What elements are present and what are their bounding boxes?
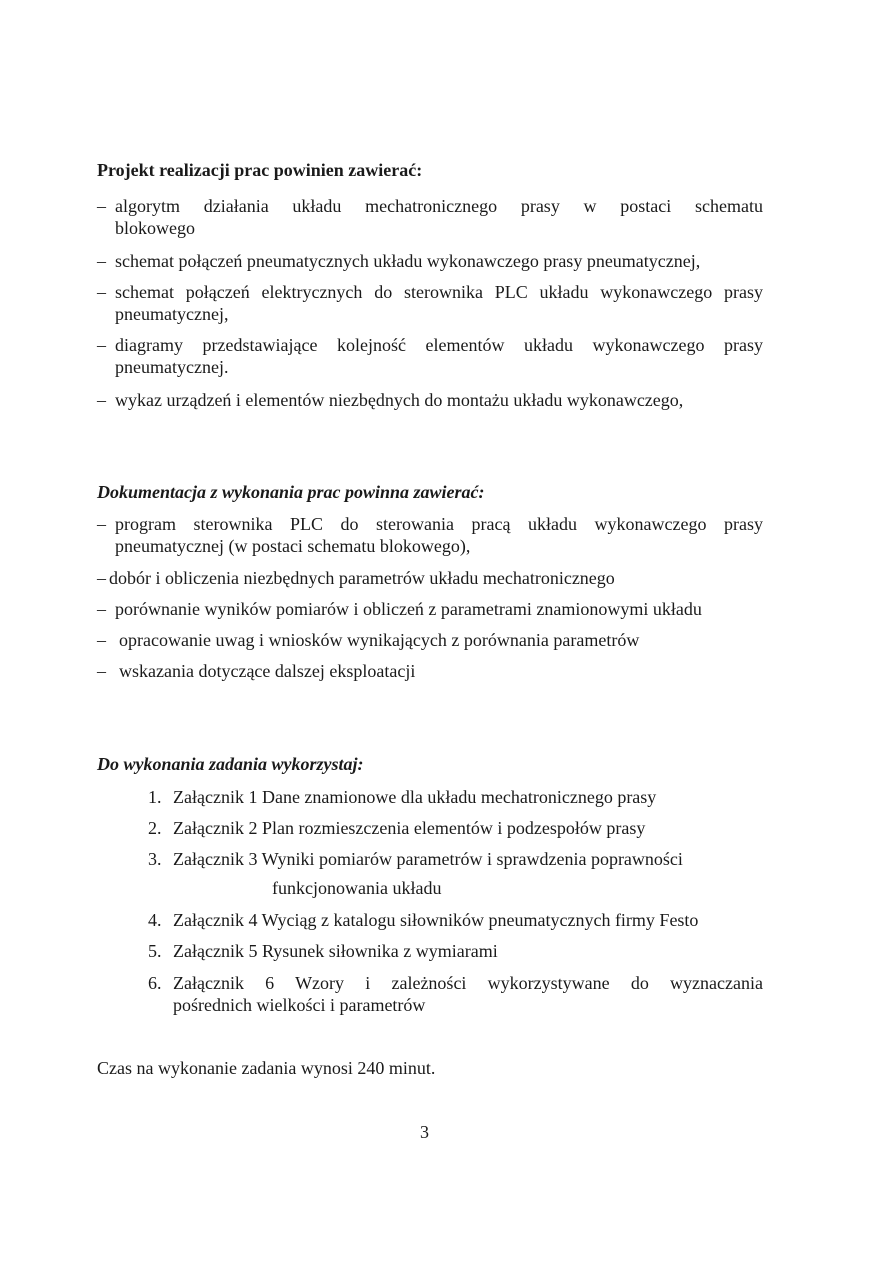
dash-marker: – <box>97 251 106 271</box>
dash-marker: – <box>97 282 106 302</box>
dash-marker: – <box>97 599 106 619</box>
list-item-text: wykaz urządzeń i elementów niezbędnych do montażu układu wykonawczego, <box>115 390 684 410</box>
list-item <box>97 195 763 239</box>
list-item <box>97 629 763 651</box>
list-item-text: algorytm działania układu mechatronicznego prasy w postaci schematu <box>115 196 763 216</box>
item-number: 3. <box>148 849 162 869</box>
item-number: 6. <box>148 973 162 993</box>
numbered-item <box>148 817 763 839</box>
list-item-text: dobór i obliczenia niezbędnych parametrów układu mechatronicznego <box>109 568 615 588</box>
dash-marker: – <box>97 630 106 650</box>
numbered-item <box>148 972 763 1016</box>
item-text: Załącznik 2 Plan rozmieszczenia elementów i podzespołów prasy <box>173 818 646 838</box>
list-item <box>97 281 763 325</box>
numbered-item <box>148 909 763 931</box>
item-text: Załącznik 1 Dane znamionowe dla układu mechatronicznego prasy <box>173 787 657 807</box>
item-number: 2. <box>148 818 162 838</box>
numbered-item <box>148 940 763 962</box>
item-number: 4. <box>148 910 162 930</box>
list-item-text: pneumatycznej. <box>115 357 229 377</box>
time-note: Czas na wykonanie zadania wynosi 240 minut. <box>97 1058 436 1078</box>
page-number: 3 <box>420 1122 429 1142</box>
dash-marker: – <box>97 335 106 355</box>
list-item <box>97 389 763 411</box>
dash-marker: – <box>97 568 106 588</box>
item-number: 5. <box>148 941 162 961</box>
item-text: Załącznik 6 Wzory i zależności wykorzystywane do wyznaczania <box>173 973 763 993</box>
list-item-text: schemat połączeń elektrycznych do sterownika PLC układu wykonawczego prasy <box>115 282 763 302</box>
section2-heading: Dokumentacja z wykonania prac powinna zawierać: <box>97 482 485 502</box>
list-item <box>97 567 763 589</box>
list-item-text: blokowego <box>115 218 195 238</box>
list-item-text: diagramy przedstawiające kolejność elementów układu wykonawczego prasy <box>115 335 763 355</box>
item-text: Załącznik 5 Rysunek siłownika z wymiarami <box>173 941 498 961</box>
item-text: pośrednich wielkości i parametrów <box>173 995 426 1015</box>
list-item <box>97 334 763 378</box>
numbered-item <box>148 848 763 870</box>
list-item <box>97 598 763 620</box>
list-item-text: schemat połączeń pneumatycznych układu wykonawczego prasy pneumatycznej, <box>115 251 701 271</box>
list-item-text: program sterownika PLC do sterowania pracą układu wykonawczego prasy <box>115 514 763 534</box>
item-text: Załącznik 3 Wyniki pomiarów parametrów i sprawdzenia poprawności <box>173 849 683 869</box>
dash-marker: – <box>97 514 106 534</box>
section1-heading: Projekt realizacji prac powinien zawierać: <box>97 160 423 180</box>
numbered-item <box>148 786 763 808</box>
list-item-text: porównanie wyników pomiarów i obliczeń z parametrami znamionowymi układu <box>115 599 702 619</box>
item-text: Załącznik 4 Wyciąg z katalogu siłowników pneumatycznych firmy Festo <box>173 910 699 930</box>
list-item <box>97 513 763 557</box>
list-item <box>97 250 763 272</box>
dash-marker: – <box>97 196 106 216</box>
dash-marker: – <box>97 390 106 410</box>
list-item-text: pneumatycznej (w postaci schematu blokowego), <box>115 536 471 556</box>
list-item-text: opracowanie uwag i wniosków wynikających z porównania parametrów <box>119 630 640 650</box>
list-item-text: wskazania dotyczące dalszej eksploatacji <box>119 661 416 681</box>
dash-marker: – <box>97 661 106 681</box>
section3-heading: Do wykonania zadania wykorzystaj: <box>97 754 364 774</box>
item-number: 1. <box>148 787 162 807</box>
list-item-text: pneumatycznej, <box>115 304 229 324</box>
item-continuation: funkcjonowania układu <box>272 878 442 898</box>
list-item <box>97 660 763 682</box>
